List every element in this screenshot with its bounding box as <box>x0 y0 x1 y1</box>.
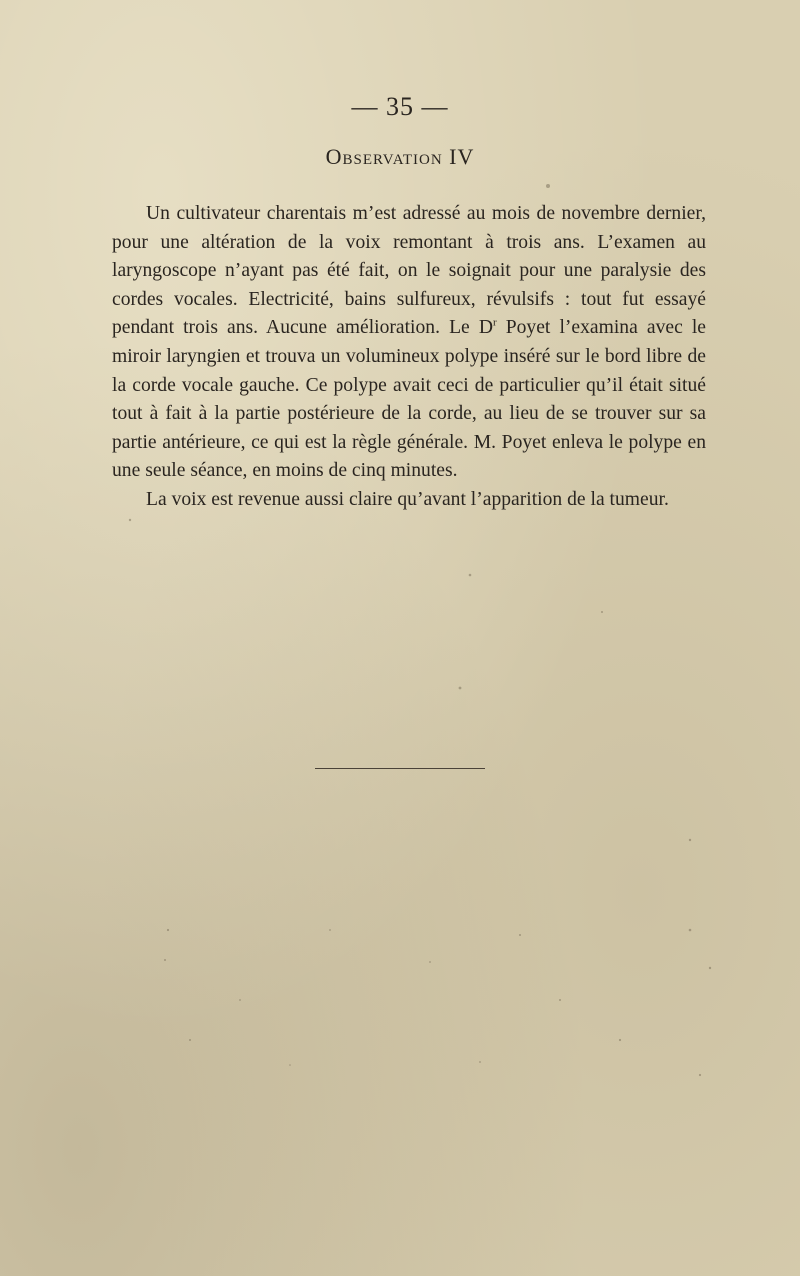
paragraph-1-part-2: Poyet l’examina avec le miroir laryngien et trouva un volumineux polype inséré sur le bord libre de la corde vocale gauche. Ce polype avait ceci de particulier qu’il était situé tout à fait à la partie postérieure de la corde, au lieu de se trouver sur sa partie antérieure, ce qui est la règle générale. M. Poyet enleva le polype en une seule séance, en moins de cinq minutes. <box>112 317 706 482</box>
section-heading: Observation IV <box>325 144 475 169</box>
page-number: — 35 — <box>351 92 449 121</box>
paragraph-1-part-1: Un cultivateur charentais m’est adressé au mois de novembre dernier, pour une altération de la voix remontant à trois ans. L’examen au laryngoscope n’ayant pas été fait, on le soignait pour une paralysie des cordes vocales. Electricité, bains sulfureux, révulsifs : tout fut essayé pendant trois ans. Aucune amélioration. Le D <box>112 203 706 339</box>
doctor-superscript: r <box>492 316 497 329</box>
paragraph-2: La voix est revenue aussi claire qu’avant l’apparition de la tumeur. <box>146 488 669 510</box>
